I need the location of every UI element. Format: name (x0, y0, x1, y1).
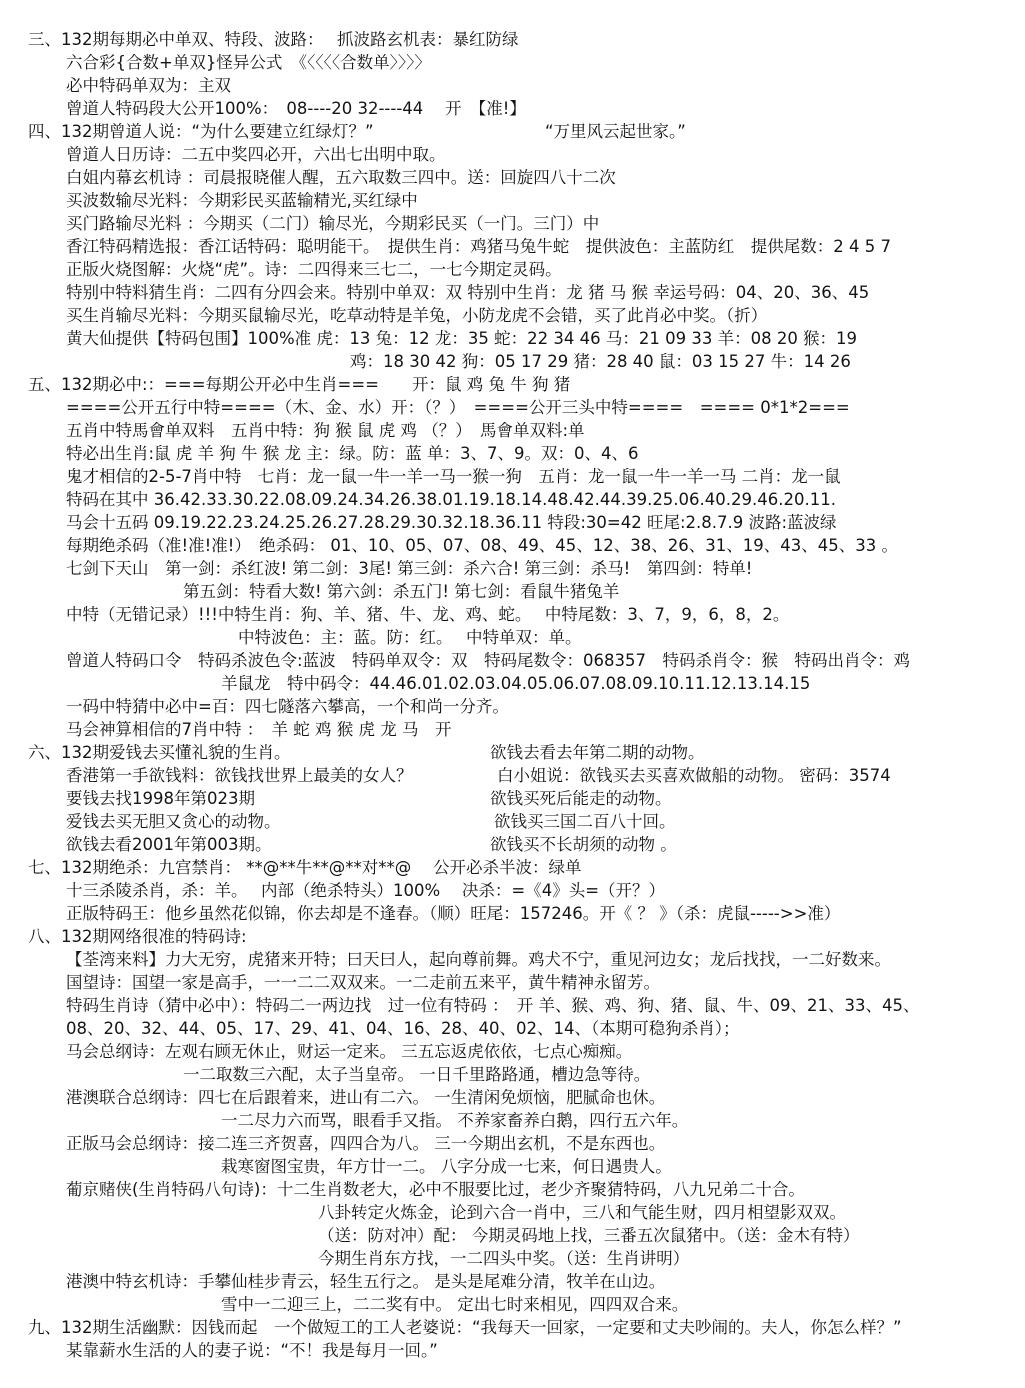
line-text: 每期绝杀码（准!准!准!） 绝杀码： 01、10、05、07、08、49、45、12、38、26、31、19、43、45、33 。 (66, 536, 899, 555)
line-text: 特别中特料猜生肖：二四有分四会来。特别中单双：双 特别中生肖：龙 猪 马 猴 幸运号码：04、20、36、45 (66, 283, 870, 302)
text-line (0, 511, 1025, 534)
text-line (0, 97, 1025, 120)
text-line (0, 764, 1025, 787)
line-text: 鬼才相信的2-5-7肖中特 七肖：龙一鼠一牛一羊一马一猴一狗 五肖：龙一鼠一牛一羊一马 二肖：龙一鼠 (66, 467, 841, 486)
text-line (0, 925, 1025, 948)
text-line (0, 74, 1025, 97)
text-line (0, 1086, 1025, 1109)
line-text: 马会十五码 09.19.22.23.24.25.26.27.28.29.30.32.18.36.11 特段:30=42 旺尾:2.8.7.9 波路:蓝波绿 (66, 513, 837, 532)
text-line (0, 143, 1025, 166)
line-text-right: 欲钱买不长胡须的动物 。 (490, 835, 677, 854)
text-line (0, 258, 1025, 281)
line-text: 八、132期网络很准的特码诗: (28, 927, 247, 946)
text-line (0, 350, 1025, 373)
text-line (0, 488, 1025, 511)
line-text: 马会总纲诗：左观右顾无休止，财运一定来。 三五忘返虎依依，七点心痴痴。 (66, 1042, 633, 1061)
text-line (0, 1339, 1025, 1362)
line-text: 马会神算相信的7肖中特 ： 羊 蛇 鸡 猴 虎 龙 马 开 (66, 720, 452, 739)
line-text: 葡京赌侠(生肖特码八句诗)：十二生肖数老大，必中不服要比过，老少齐聚猜特码，八九兄弟二十合。 (66, 1180, 805, 1199)
line-text: 六、132期爱钱去买懂礼貌的生肖。 (28, 743, 291, 762)
line-text: 四、132期曾道人说：“为什么要建立红绿灯？” (28, 122, 374, 141)
line-text: 香江特码精选报：香江话特码：聪明能干。 提供生肖：鸡猪马兔牛蛇 提供波色：主蓝防红 提供尾数：2 4 5 7 (66, 237, 891, 256)
line-text: 买波数输尽光料：今期彩民买蓝输精光,买红绿中 (66, 191, 418, 210)
text-line (0, 1270, 1025, 1293)
line-text-right: 欲钱买死后能走的动物。 (490, 789, 672, 808)
line-text: 第五剑：特看大数! 第六剑：杀五门! 第七剑：看鼠牛猪兔羊 (183, 582, 620, 601)
text-line (0, 235, 1025, 258)
line-text: 曾道人特码口令 特码杀波色令:蓝波 特码单双令：双 特码尾数令：068357 特码杀肖令：猴 特码出肖令：鸡 (66, 651, 911, 670)
text-line (0, 948, 1025, 971)
line-text-right: 欲钱去看去年第二期的动物。 (490, 743, 705, 762)
line-text: （送：防对冲）配： 今期灵码地上找，三番五次鼠猪中。（送：金木有特） (318, 1226, 860, 1245)
text-line (0, 603, 1025, 626)
text-line (0, 856, 1025, 879)
line-text: 十三杀陵杀肖，杀：羊。 内部（绝杀特头）100% 决杀：=《4》头=（开？） (66, 881, 666, 900)
text-line (0, 902, 1025, 925)
text-line (0, 810, 1025, 833)
line-text: 八卦转定火炼金，论到六合一肖中，三八和气能生财，四月相望影双双。 (318, 1203, 846, 1222)
text-line (0, 373, 1025, 396)
line-text: 雪中一二迎三上，二二奖有中。 定出七时来相见，四四双合来。 (221, 1295, 689, 1314)
text-line (0, 695, 1025, 718)
text-line (0, 212, 1025, 235)
line-text: 买生肖输尽光料：今期买鼠输尽光，吃草动特是羊兔，小防龙虎不会错，买了此肖必中奖。（折） (66, 306, 768, 325)
text-line (0, 1201, 1025, 1224)
text-line (0, 28, 1025, 51)
text-line (0, 626, 1025, 649)
text-line (0, 304, 1025, 327)
text-line (0, 879, 1025, 902)
text-line (0, 994, 1025, 1017)
text-line (0, 1224, 1025, 1247)
line-text: 港澳中特玄机诗：手攀仙桂步青云，轻生五行之。 是头是尾难分清，牧羊在山边。 (66, 1272, 666, 1291)
text-line (0, 1132, 1025, 1155)
text-line (0, 1109, 1025, 1132)
line-text: 一二取数三六配，太子当皇帝。 一日千里路路通，槽边急等待。 (183, 1065, 651, 1084)
line-text: 正版马会总纲诗：接二连三齐贺喜，四四合为八。 三一今期出玄机，不是东西也。 (66, 1134, 666, 1153)
text-line (0, 1316, 1025, 1339)
text-line (0, 718, 1025, 741)
line-text: 羊鼠龙 特中码令：44.46.01.02.03.04.05.06.07.08.09.10.11.12.13.14.15 (221, 674, 811, 693)
line-text: 港澳联合总纲诗：四七在后跟着来，进山有二六。 一生清闲免烦恼，肥腻命也休。 (66, 1088, 666, 1107)
text-line (0, 1040, 1025, 1063)
line-text: ====公开五行中特====（木、金、水）开：（？） ====公开三头中特==== ==== 0*1*2=== (66, 398, 850, 417)
text-line (0, 557, 1025, 580)
line-text: 白姐内幕玄机诗 ：司晨报晓催人醒，五六取数三四中。送：回旋四八十二次 (66, 168, 616, 187)
line-text: 国望诗：国望一家是高手，一一二二双双来。一二走前五来平，黄牛精神永留芳。 (66, 973, 660, 992)
line-text-right: 欲钱买三国二百八十回。 (494, 812, 676, 831)
text-line (0, 649, 1025, 672)
text-line (0, 787, 1025, 810)
text-line (0, 396, 1025, 419)
line-text: 某靠薪水生活的人的妻子说：“不！我是每月一回。” (66, 1341, 438, 1360)
text-line (0, 1063, 1025, 1086)
line-text: 黄大仙提供【特码包围】100%准 虎：13 兔：12 龙：35 蛇：22 34 46 马：21 09 33 羊：08 20 猴：19 (66, 329, 858, 348)
line-text: 香港第一手欲钱料：欲钱找世界上最美的女人？ (66, 766, 413, 785)
line-text: 特码在其中 36.42.33.30.22.08.09.24.34.26.38.01.19.18.14.48.42.44.39.25.06.40.29.46.20.11. (66, 490, 836, 509)
text-line (0, 281, 1025, 304)
text-line (0, 1293, 1025, 1316)
text-line (0, 51, 1025, 74)
line-text: 正版火烧图解：火烧“虎”。诗：二四得来三七二，一七今期定灵码。 (66, 260, 562, 279)
line-text-right: “万里风云起世家。” (545, 122, 686, 141)
text-line (0, 465, 1025, 488)
line-text: 中特（无错记录）!!!中特生肖：狗、羊、猪、牛、龙、鸡、蛇。 中特尾数：3、7，9，6，8，2。 (66, 605, 790, 624)
line-text: 特码生肖诗（猜中必中）：特码二一两边找 过一位有特码 ： 开 羊、猴、鸡、狗、猪、鼠、牛、09、21、33、45、 (66, 996, 920, 1015)
text-line (0, 1155, 1025, 1178)
text-line (0, 672, 1025, 695)
line-text: 要钱去找1998年第023期 (66, 789, 255, 808)
text-line (0, 1178, 1025, 1201)
text-line (0, 580, 1025, 603)
text-line (0, 120, 1025, 143)
line-text: 买门路输尽光料 ：今期买（二门）输尽光，今期彩民买（一门。三门）中 (66, 214, 600, 233)
line-text: 【荃湾来料】力大无穷，虎猪来开特；曰天曰人，起向尊前舞。鸡犬不宁，重见河边女；龙后找找，一二好数来。 (66, 950, 891, 969)
line-text: 九、132期生活幽默：因钱而起 一个做短工的工人老婆说：“我每天一回家，一定要和丈夫吵闹的。夫人，你怎么样？” (28, 1318, 902, 1337)
text-line (0, 1017, 1025, 1040)
text-line (0, 741, 1025, 764)
line-text: 08、20、32、44、05、17、29、41、04、16、28、40、02、14、（本期可稳狗杀肖）； (66, 1019, 740, 1038)
text-line (0, 534, 1025, 557)
line-text: 曾道人特码段大公开100%： 08----20 32----44 开 【准!】 (66, 99, 526, 118)
text-line (0, 1247, 1025, 1270)
line-text: 今期生肖东方找，一二四头中奖。（送：生肖讲明） (318, 1249, 690, 1268)
line-text: 特必出生肖:鼠 虎 羊 狗 牛 猴 龙 主：绿。防：蓝 单：3、7、9。双：0、4、6 (66, 444, 639, 463)
line-text-right: 白小姐说：欲钱买去买喜欢做船的动物。 密码：3574 (497, 766, 891, 785)
line-text: 欲钱去看2001年第003期。 (66, 835, 272, 854)
line-text: 正版特码王：他乡虽然花似锦，你去却是不逢春。（顺）旺尾：157246。开《 ？ 》（杀：虎鼠----->>准） (66, 904, 841, 923)
line-text: 必中特码单双为：主双 (66, 76, 231, 95)
text-line (0, 442, 1025, 465)
line-text: 曾道人日历诗：二五中奖四必开，六出七出明中取。 (66, 145, 446, 164)
line-text: 爱钱去买无胆又贪心的动物。 (66, 812, 281, 831)
text-line (0, 419, 1025, 442)
line-text: 三、132期每期必中单双、特段、波路： 抓波路玄机表：暴红防绿 (28, 30, 519, 49)
line-text: 七剑下天山 第一剑：杀红波! 第二剑：3尾! 第三剑：杀六合! 第三剑：杀马! 第四剑：特单! (66, 559, 753, 578)
line-text: 鸡：18 30 42 狗：05 17 29 猪：28 40 鼠：03 15 27 牛：14 26 (350, 352, 851, 371)
line-text: 七、132期绝杀：九宫禁肖： **@**牛**@**对**@ 公开必杀半波：绿单 (28, 858, 582, 877)
text-line (0, 166, 1025, 189)
line-text: 一码中特猜中必中=百：四七隧落六攀高，一个和尚一分齐。 (66, 697, 509, 716)
text-line (0, 327, 1025, 350)
line-text: 栽寒窗图宝贵，年方廿一二。 八字分成一七来，何日遇贵人。 (221, 1157, 672, 1176)
line-text: 一二尽力六而骂，眼看手又指。 不养家畜养白鹅，四行五六年。 (221, 1111, 689, 1130)
line-text: 五、132期必中:：===每期公开必中生肖=== 开：鼠 鸡 兔 牛 狗 猪 (28, 375, 571, 394)
line-text: 六合彩{合数+单双}怪异公式 《〈〈〈〈合数单〉〉〉〉 (66, 53, 431, 72)
line-text: 中特波色：主：蓝。防：红。 中特单双：单。 (238, 628, 582, 647)
line-text: 五肖中特馬會单双料 五肖中特：狗 猴 鼠 虎 鸡 （？） 馬會单双料:单 (66, 421, 585, 440)
text-line (0, 189, 1025, 212)
text-line (0, 971, 1025, 994)
text-line (0, 833, 1025, 856)
